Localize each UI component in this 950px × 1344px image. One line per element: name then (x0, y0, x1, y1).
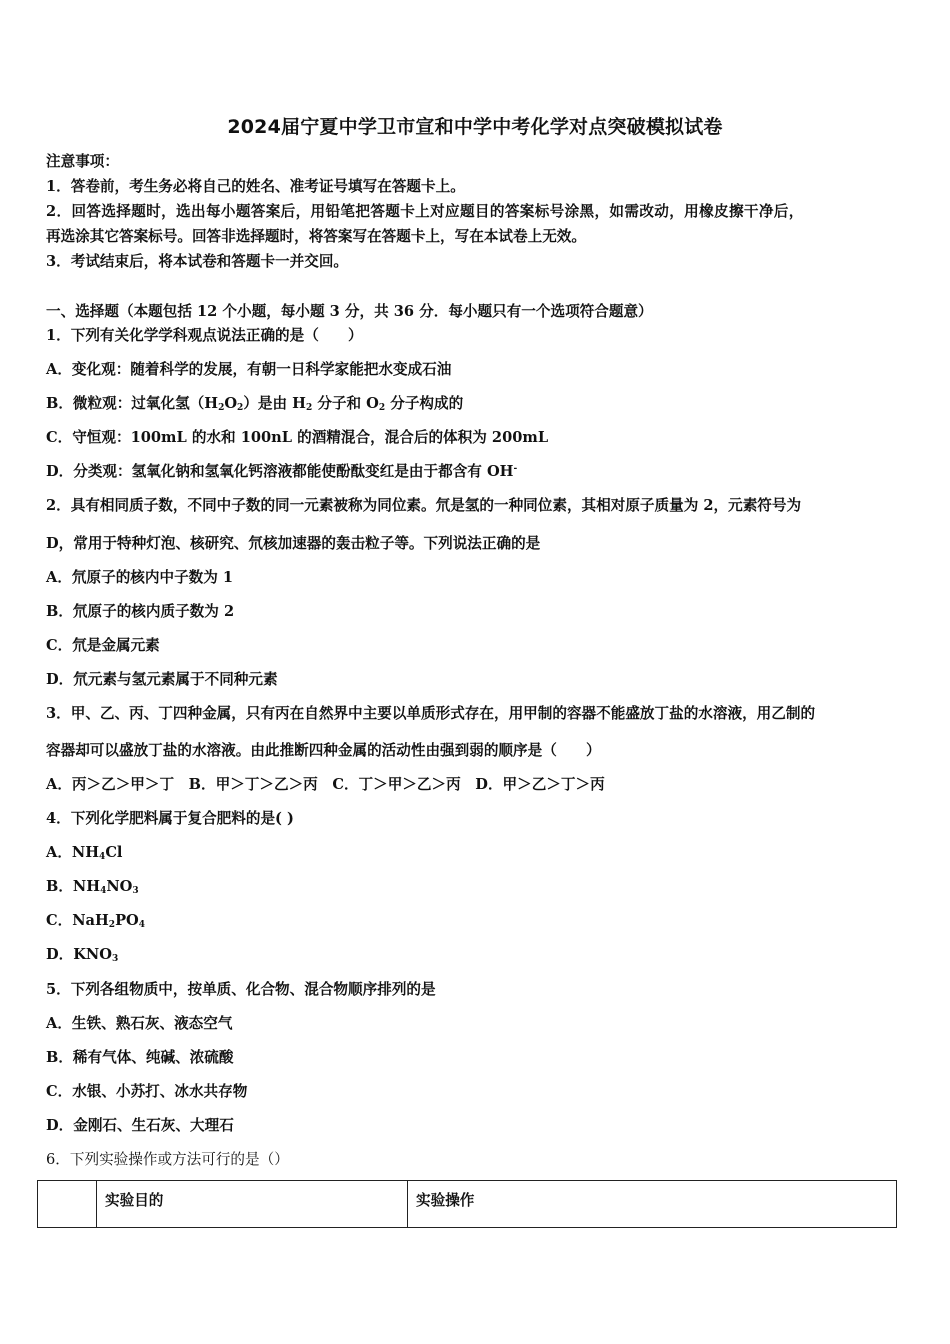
table-header-row (38, 1181, 897, 1228)
page-title: 2024届宁夏中学卫市宣和中学中考化学对点突破模拟试卷 (227, 116, 723, 138)
q3-stem-line2: 容器却可以盛放丁盐的水溶液。由此推断四种金属的活动性由强到弱的顺序是（ ） (46, 742, 601, 759)
q5-stem: 5．下列各组物质中，按单质、化合物、混合物顺序排列的是 (46, 981, 436, 998)
q3-stem-line1: 3．甲、乙、丙、丁四种金属，只有丙在自然界中主要以单质形式存在，用甲制的容器不能盛放丁盐的水溶液，用乙制的 (46, 705, 816, 722)
q2-stem-line1: 2．具有相同质子数，不同中子数的同一元素被称为同位素。氘是氢的一种同位素，其相对原子质量为 2，元素符号为 (46, 497, 802, 514)
q4-option-d: D．$KNO_3$ (46, 946, 119, 964)
q4-stem: 4．下列化学肥料属于复合肥料的是( ) (46, 810, 294, 827)
q1-option-b: B．微粒观：过氧化氢$(H_2O_2)$是由 $H_2$ 分子和 $O_2$ 分子构成的 (46, 395, 464, 413)
table-header-purpose: 实验目的 (97, 1181, 408, 1228)
q6-experiment-table (37, 1180, 897, 1228)
q4-option-c: C．$NaH_2PO_4$ (46, 912, 146, 930)
q5-option-b: B．稀有气体、纯碱、浓硫酸 (46, 1049, 234, 1066)
q5-option-c: C．水银、小苏打、冰水共存物 (46, 1083, 248, 1100)
table-header-operation: 实验操作 (408, 1181, 897, 1228)
q2-option-c: C．氘是金属元素 (46, 637, 160, 654)
table-header-index (38, 1181, 97, 1228)
notice-item-2-cont: 再选涂其它答案标号。回答非选择题时，将答案写在答题卡上，写在本试卷上无效。 (46, 228, 586, 245)
q1-option-d: D．分类观：氢氧化钠和氢氧化钙溶液都能使酚酞变红是由于都含有 OH- (46, 463, 518, 480)
q5-option-d: D．金刚石、生石灰、大理石 (46, 1117, 234, 1134)
q6-stem: 6．下列实验操作或方法可行的是（） (46, 1151, 289, 1168)
notice-heading: 注意事项： (46, 153, 119, 170)
q3-options: A．丙＞乙＞甲＞丁 B．甲＞丁＞乙＞丙 C．丁＞甲＞乙＞丙 D．甲＞乙＞丁＞丙 (46, 776, 605, 793)
section-heading: 一、选择题（本题包括 12 个小题，每小题 3 分，共 36 分．每小题只有一个选项符合题意） (46, 303, 653, 320)
q5-option-a: A．生铁、熟石灰、液态空气 (46, 1015, 233, 1032)
q2-stem-line2: D，常用于特种灯泡、核研究、氘核加速器的轰击粒子等。下列说法正确的是 (46, 535, 541, 552)
notice-item-3: 3．考试结束后，将本试卷和答题卡一并交回。 (46, 253, 349, 270)
q4-option-a: A．$NH_4Cl$ (46, 844, 123, 862)
q1-option-a: A．变化观：随着科学的发展，有朝一日科学家能把水变成石油 (46, 361, 452, 378)
q2-option-a: A．氘原子的核内中子数为 1 (46, 569, 234, 586)
notice-item-1: 1．答卷前，考生务必将自己的姓名、准考证号填写在答题卡上。 (46, 178, 465, 195)
q2-option-d: D．氘元素与氢元素属于不同种元素 (46, 671, 278, 688)
q2-option-b: B．氘原子的核内质子数为 2 (46, 603, 235, 620)
q4-option-b: B．$NH_4NO_3$ (46, 878, 139, 896)
q1-option-c: C．守恒观：100mL 的水和 100nL 的酒精混合，混合后的体积为 200mL (46, 429, 549, 446)
q1-stem: 1．下列有关化学学科观点说法正确的是（ ） (46, 327, 363, 344)
notice-item-2: 2．回答选择题时，选出每小题答案后，用铅笔把答题卡上对应题目的答案标号涂黑，如需改动，用橡皮擦干净后， (46, 203, 804, 220)
